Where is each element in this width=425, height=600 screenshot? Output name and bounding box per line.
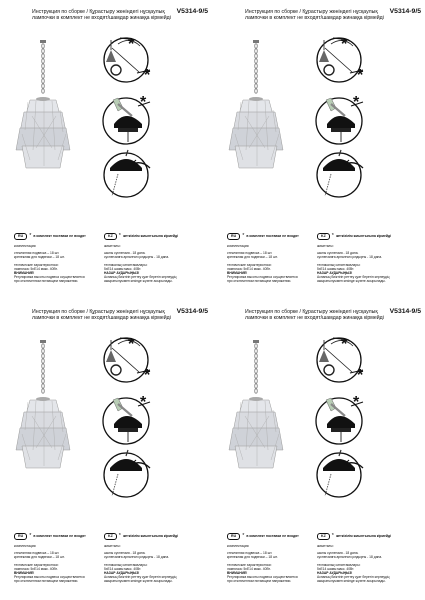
ru-warning-1: Регулировка высоты подвеса осуществляется — [227, 575, 298, 580]
russian-column — [14, 232, 106, 284]
ru-warning-2: при отключенном питающем напряжении. — [14, 579, 79, 584]
panel-header — [32, 308, 208, 322]
russian-column — [227, 532, 319, 584]
ru-specs-label: технические характеристики: — [227, 562, 272, 567]
instruction-panel — [0, 0, 212, 300]
kz-note: жеткізілім жиынтығына кірмейді — [335, 533, 392, 538]
ru-complect-label: комплектация: — [14, 244, 37, 248]
specs-block — [14, 532, 210, 598]
kz-complect-label: жиынтығы: — [104, 244, 121, 248]
ru-badge: RU — [14, 533, 27, 540]
kz-warning-label: НАЗАР АУДАРЫҢЫЗ! — [104, 571, 140, 576]
kz-warning-2: ажыратылуымен кезінде жүзеге асырылады. — [317, 579, 386, 584]
model-number: V5314-9/5 — [176, 8, 208, 15]
kz-line-1: шыны суспензия - 18 дана. — [317, 551, 359, 556]
kz-line-2: суспензияға арналған қондырғы - 18 дана. — [317, 255, 383, 260]
instruction-panel — [0, 300, 212, 600]
russian-column — [14, 532, 106, 584]
ru-warning-2: при отключенном питающем напряжении. — [227, 579, 292, 584]
ru-complect-label: комплектация: — [14, 544, 37, 548]
kz-note: жеткізілім жиынтығына кірмейді — [122, 533, 179, 538]
ru-warning-label: ВНИМАНИЕ! — [227, 571, 248, 576]
ru-specs-value: лампочка: 5xE14 макс. 40Вт. — [227, 266, 271, 271]
ru-warning-1: Регулировка высоты подвеса осуществляется — [14, 275, 85, 280]
panel-header — [32, 8, 208, 22]
kz-complect-label: жиынтығы: — [317, 544, 334, 548]
ru-badge: RU — [14, 233, 27, 240]
kz-line-2: суспензияға арналған қондырғы - 18 дана. — [104, 255, 170, 260]
kz-specs-value: 5xE14 шамы макс. 40Вт. — [317, 266, 355, 271]
ru-note: в комплект поставки не входят — [33, 233, 86, 238]
instruction-panel — [213, 0, 425, 300]
specs-block — [227, 532, 423, 598]
ru-specs-value: лампочка: 5xE14 макс. 40Вт. — [14, 566, 58, 571]
instruction-title: Инструкция по сборке / Құрастыру жөніндегі нұсқаулық — [32, 9, 165, 15]
kz-complect-label: жиынтығы: — [317, 244, 334, 248]
ru-specs-label: технические характеристики: — [14, 262, 59, 267]
kz-line-2: суспензияға арналған қондырғы - 18 дана. — [317, 555, 383, 560]
kz-note: жеткізілім жиынтығына кірмейді — [335, 233, 392, 238]
ru-line-1: стеклянная подвеска – 18 шт. — [14, 551, 60, 556]
kz-badge: KZ — [317, 533, 330, 540]
bulbs-note: лампочки в комплект не входят/шамдар жинаққа кірмейді — [245, 15, 384, 22]
kz-warning-2: ажыратылуымен кезінде жүзеге асырылады. — [317, 279, 386, 284]
asterisk-icon: * — [29, 232, 32, 239]
asterisk-icon: * — [331, 532, 334, 539]
kz-note: жеткізілім жиынтығына кірмейді — [122, 233, 179, 238]
kazakh-column — [317, 532, 409, 584]
bulbs-note: лампочки в комплект не входят/шамдар жинаққа кірмейді — [245, 315, 384, 322]
instruction-panel — [213, 300, 425, 600]
kazakh-column — [104, 532, 196, 584]
kz-specs-label: техникалық сипаттамалары: — [104, 262, 148, 267]
kz-warning-1: Аспаның биіктігін реттеу қуат беретін кернеудің — [104, 275, 177, 280]
kz-warning-label: НАЗАР АУДАРЫҢЫЗ! — [317, 571, 353, 576]
kz-line-1: шыны суспензия - 18 дана. — [104, 551, 146, 556]
instruction-title: Инструкция по сборке / Құрастыру жөніндегі нұсқаулық — [32, 309, 165, 315]
kz-badge: KZ — [317, 233, 330, 240]
ru-badge: RU — [227, 233, 240, 240]
kz-badge: KZ — [104, 233, 117, 240]
specs-block — [14, 232, 210, 298]
bulbs-note: лампочки в комплект не входят/шамдар жинаққа кірмейді — [32, 315, 171, 322]
ru-line-1: стеклянная подвеска – 18 шт. — [227, 551, 273, 556]
russian-column — [227, 232, 319, 284]
kz-specs-label: техникалық сипаттамалары: — [317, 262, 361, 267]
ru-specs-value: лампочка: 5xE14 макс. 40Вт. — [227, 566, 271, 571]
asterisk-icon: * — [242, 532, 245, 539]
ru-line-1: стеклянная подвеска – 18 шт. — [227, 251, 273, 256]
kz-warning-1: Аспаның биіктігін реттеу қуат беретін кернеудің — [317, 275, 390, 280]
model-number: V5314-9/5 — [389, 8, 421, 15]
ru-note: в комплект поставки не входят — [246, 233, 299, 238]
model-number: V5314-9/5 — [176, 308, 208, 315]
asterisk-icon: * — [331, 232, 334, 239]
ru-line-1: стеклянная подвеска – 18 шт. — [14, 251, 60, 256]
asterisk-icon: * — [118, 232, 121, 239]
ru-specs-label: технические характеристики: — [227, 262, 272, 267]
kz-line-1: шыны суспензия - 18 дана. — [104, 251, 146, 256]
kz-specs-label: техникалық сипаттамалары: — [317, 562, 361, 567]
panel-header — [245, 308, 421, 322]
kz-line-2: суспензияға арналған қондырғы - 18 дана. — [104, 555, 170, 560]
ru-line-2: крепежная для подвески – 18 шт. — [14, 255, 65, 260]
kz-specs-label: техникалық сипаттамалары: — [104, 562, 148, 567]
ru-warning-1: Регулировка высоты подвеса осуществляется — [227, 275, 298, 280]
ru-warning-label: ВНИМАНИЕ! — [14, 271, 35, 276]
asterisk-icon: * — [242, 232, 245, 239]
asterisk-icon: * — [29, 532, 32, 539]
ru-warning-label: ВНИМАНИЕ! — [14, 571, 35, 576]
kz-warning-label: НАЗАР АУДАРЫҢЫЗ! — [104, 271, 140, 276]
ru-badge: RU — [227, 533, 240, 540]
ru-note: в комплект поставки не входят — [33, 533, 86, 538]
ru-line-2: крепежная для подвески – 18 шт. — [227, 255, 278, 260]
kazakh-column — [317, 232, 409, 284]
instruction-title: Инструкция по сборке / Құрастыру жөніндегі нұсқаулық — [245, 9, 378, 15]
ru-warning-1: Регулировка высоты подвеса осуществляется — [14, 575, 85, 580]
kz-warning-2: ажыратылуымен кезінде жүзеге асырылады. — [104, 579, 173, 584]
specs-block — [227, 232, 423, 298]
ru-warning-label: ВНИМАНИЕ! — [227, 271, 248, 276]
kz-specs-value: 5xE14 шамы макс. 40Вт. — [104, 266, 142, 271]
kz-badge: KZ — [104, 533, 117, 540]
kz-warning-2: ажыратылуымен кезінде жүзеге асырылады. — [104, 279, 173, 284]
ru-specs-label: технические характеристики: — [14, 562, 59, 567]
kz-warning-label: НАЗАР АУДАРЫҢЫЗ! — [317, 271, 353, 276]
ru-line-2: крепежная для подвески – 18 шт. — [227, 555, 278, 560]
ru-warning-2: при отключенном питающем напряжении. — [227, 279, 292, 284]
ru-complect-label: комплектация: — [227, 244, 250, 248]
ru-line-2: крепежная для подвески – 18 шт. — [14, 555, 65, 560]
asterisk-icon: * — [118, 532, 121, 539]
ru-warning-2: при отключенном питающем напряжении. — [14, 279, 79, 284]
kazakh-column — [104, 232, 196, 284]
kz-complect-label: жиынтығы: — [104, 544, 121, 548]
kz-specs-value: 5xE14 шамы макс. 40Вт. — [317, 566, 355, 571]
ru-note: в комплект поставки не входят — [246, 533, 299, 538]
ru-complect-label: комплектация: — [227, 544, 250, 548]
kz-specs-value: 5xE14 шамы макс. 40Вт. — [104, 566, 142, 571]
bulbs-note: лампочки в комплект не входят/шамдар жинаққа кірмейді — [32, 15, 171, 22]
panel-header — [245, 8, 421, 22]
kz-warning-1: Аспаның биіктігін реттеу қуат беретін кернеудің — [104, 575, 177, 580]
ru-specs-value: лампочка: 5xE14 макс. 40Вт. — [14, 266, 58, 271]
kz-warning-1: Аспаның биіктігін реттеу қуат беретін кернеудің — [317, 575, 390, 580]
instruction-title: Инструкция по сборке / Құрастыру жөніндегі нұсқаулық — [245, 309, 378, 315]
kz-line-1: шыны суспензия - 18 дана. — [317, 251, 359, 256]
model-number: V5314-9/5 — [389, 308, 421, 315]
